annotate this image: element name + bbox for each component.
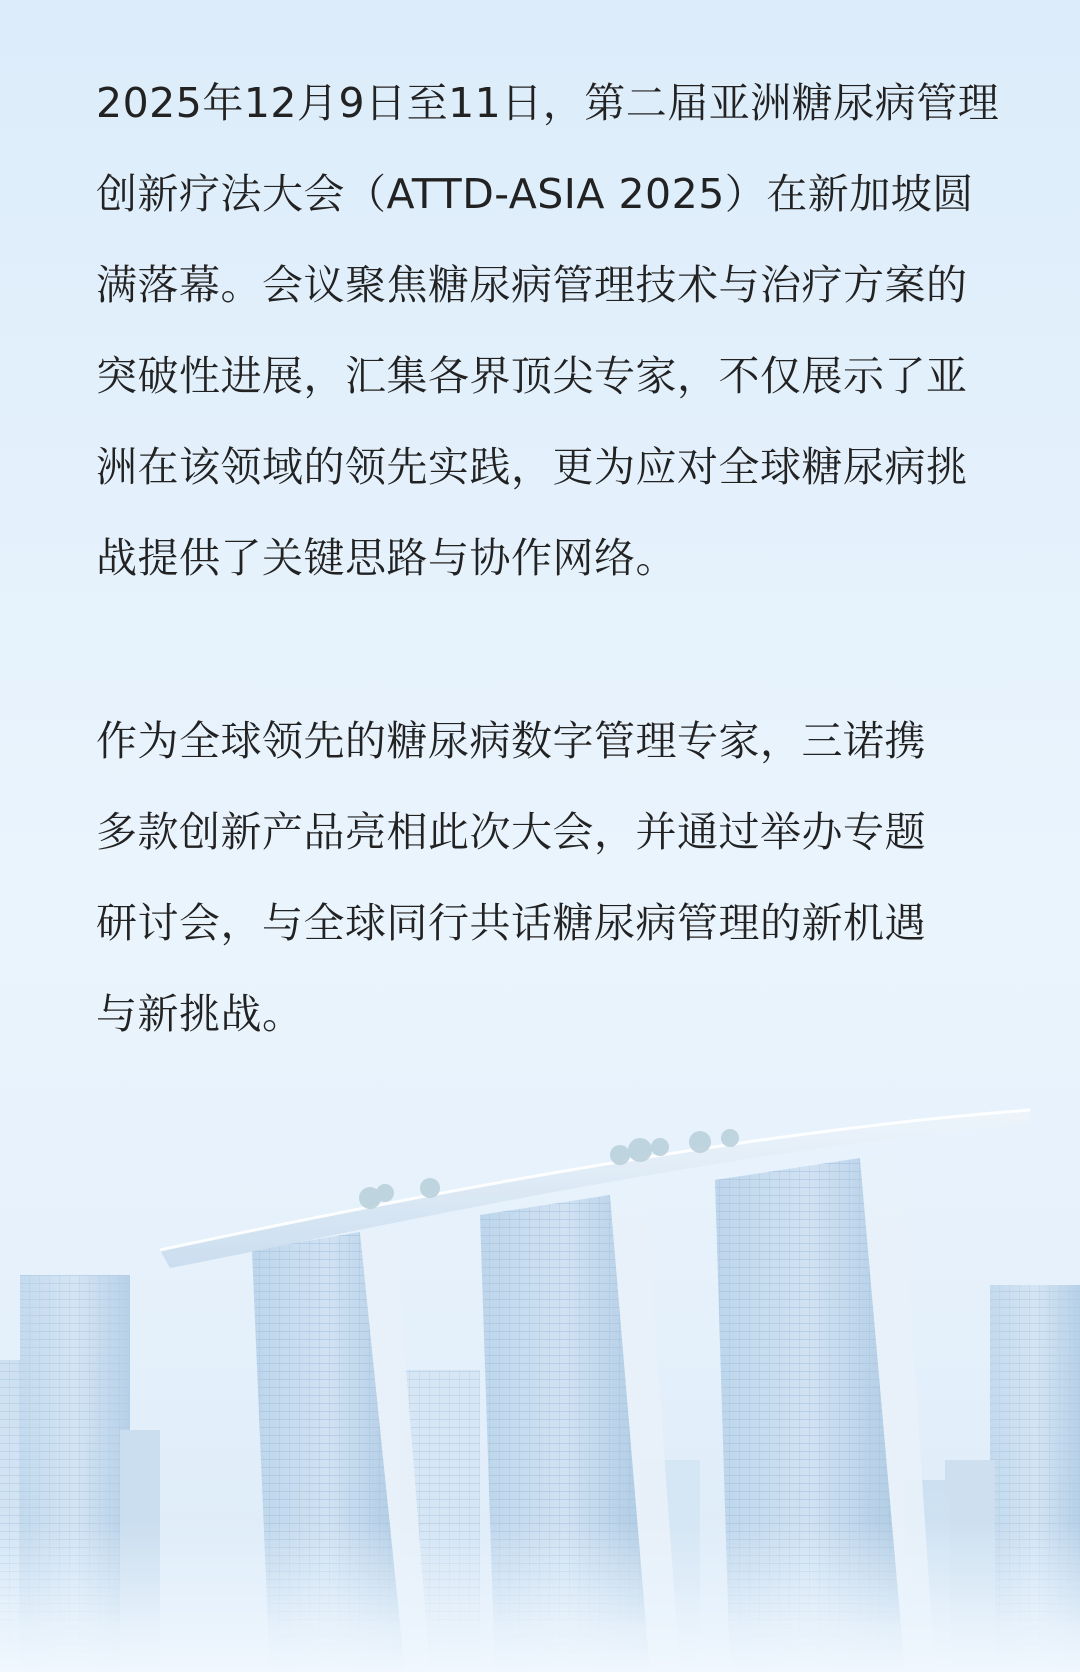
text-line: 2025年12月9日至11日，第二届亚洲糖尿病管理 [96,79,1000,127]
bottom-fade-overlay [0,1522,1080,1672]
text-line: 多款创新产品亮相此次大会，并通过举办专题 [96,808,926,856]
text-line: 洲在该领域的领先实践，更为应对全球糖尿病挑 [96,443,968,491]
paragraph-conference-intro [96,58,1000,604]
text-line: 突破性进展，汇集各界顶尖专家，不仅展示了亚 [96,352,968,400]
text-line: 与新挑战。 [96,990,304,1038]
text-line: 研讨会，与全球同行共话糖尿病管理的新机遇 [96,899,926,947]
text-line: 战提供了关键思路与协作网络。 [96,534,677,582]
text-line: 作为全球领先的糖尿病数字管理专家，三诺携 [96,717,926,765]
paragraph-sinocare-participation [96,696,986,1060]
text-line: 满落幕。会议聚焦糖尿病管理技术与治疗方案的 [96,261,968,309]
text-line: 创新疗法大会（ATTD-ASIA 2025）在新加坡圆 [96,170,974,218]
